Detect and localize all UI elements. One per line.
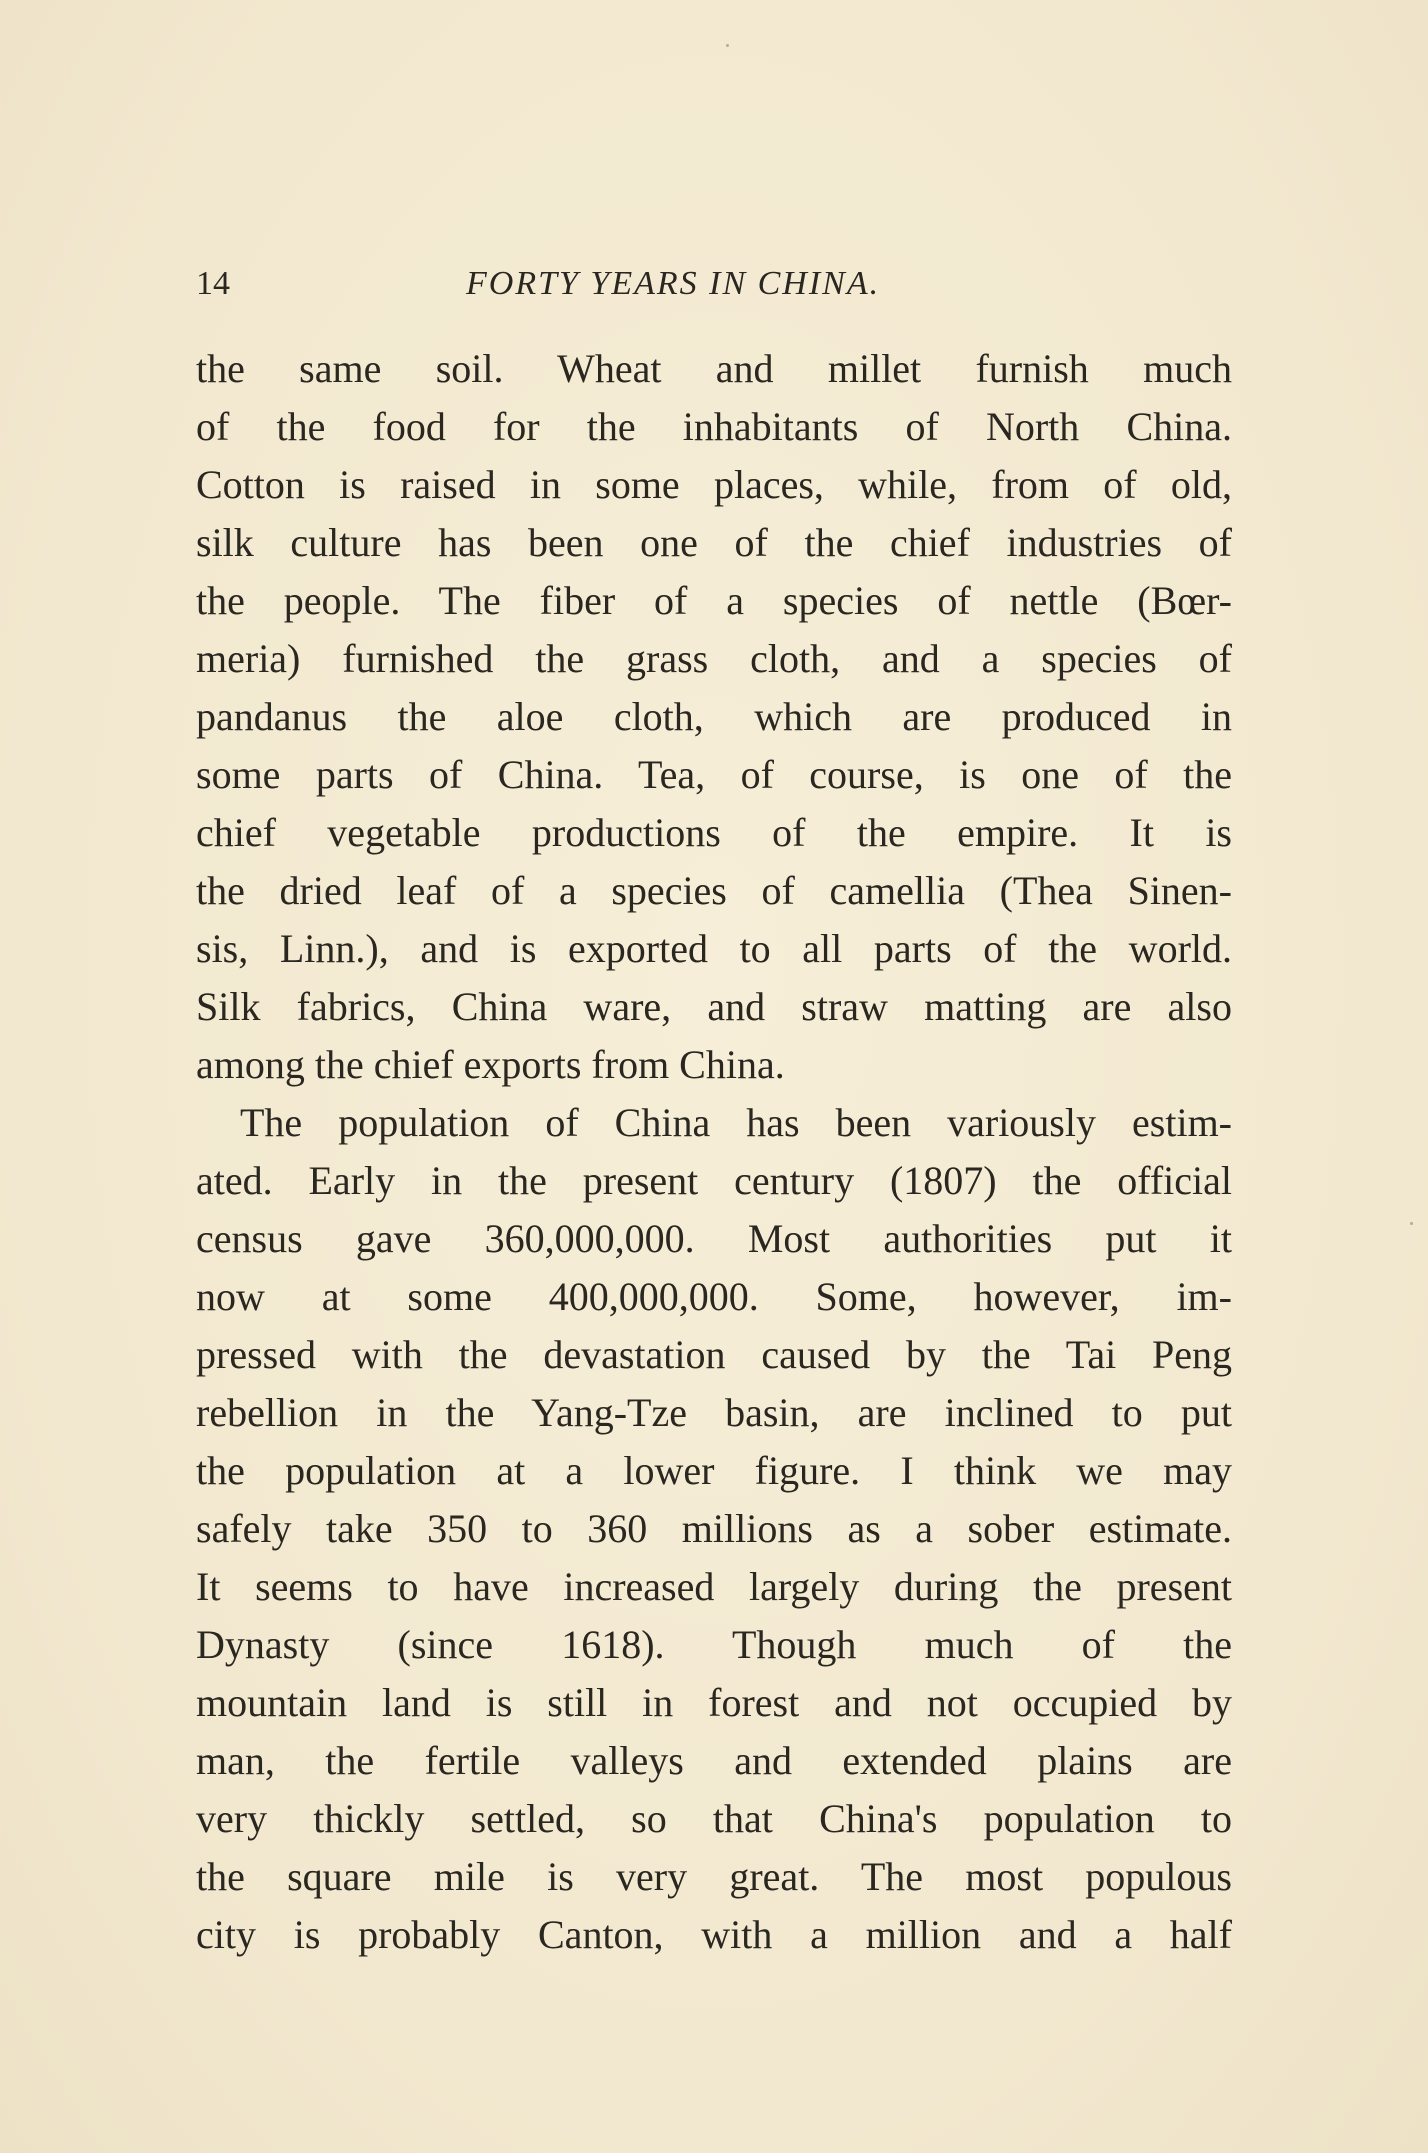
text-line: pressed with the devastation caused by the Tai Peng bbox=[196, 1332, 1232, 1377]
text-line: the population at a lower figure. I think we may bbox=[196, 1448, 1232, 1493]
text-line: safely take 350 to 360 millions as a sober estimate. bbox=[196, 1506, 1232, 1551]
text-line: Cotton is raised in some places, while, from of old, bbox=[196, 462, 1232, 507]
text-line: rebellion in the Yang-Tze basin, are inclined to put bbox=[196, 1390, 1232, 1435]
text-line: now at some 400,000,000. Some, however, im- bbox=[196, 1274, 1232, 1319]
text-line: census gave 360,000,000. Most authorities put it bbox=[196, 1216, 1232, 1261]
text-line: the people. The fiber of a species of nettle (Bœr- bbox=[196, 578, 1232, 623]
text-line: Dynasty (since 1618). Though much of the bbox=[196, 1622, 1232, 1667]
paragraph-2 bbox=[196, 1094, 1232, 1964]
page-number: 14 bbox=[196, 265, 230, 302]
text-line: the same soil. Wheat and millet furnish much bbox=[196, 346, 1232, 391]
text-line: meria) furnished the grass cloth, and a species of bbox=[196, 636, 1232, 681]
text-line: city is probably Canton, with a million and a half bbox=[196, 1912, 1232, 1957]
text-line: sis, Linn.), and is exported to all parts of the world. bbox=[196, 926, 1232, 971]
text-line: among the chief exports from China. bbox=[196, 1042, 785, 1087]
text-line: ated. Early in the present century (1807) the official bbox=[196, 1158, 1232, 1203]
text-line: very thickly settled, so that China's population to bbox=[196, 1796, 1232, 1841]
text-line: mountain land is still in forest and not occupied by bbox=[196, 1680, 1232, 1725]
paper-speck bbox=[726, 44, 729, 47]
text-line: Silk fabrics, China ware, and straw matting are also bbox=[196, 984, 1232, 1029]
running-title: FORTY YEARS IN CHINA. bbox=[466, 265, 881, 302]
text-line: silk culture has been one of the chief industries of bbox=[196, 520, 1232, 565]
text-line: the dried leaf of a species of camellia (Thea Sinen- bbox=[196, 868, 1232, 913]
text-line: The population of China has been variously estim- bbox=[240, 1100, 1232, 1145]
running-head bbox=[196, 262, 956, 306]
text-line: some parts of China. Tea, of course, is one of the bbox=[196, 752, 1232, 797]
text-line: of the food for the inhabitants of North China. bbox=[196, 404, 1232, 449]
text-line: pandanus the aloe cloth, which are produced in bbox=[196, 694, 1232, 739]
body-text bbox=[196, 340, 1232, 1964]
text-line: It seems to have increased largely during the present bbox=[196, 1564, 1232, 1609]
paper-speck bbox=[1410, 1222, 1413, 1225]
text-line: the square mile is very great. The most populous bbox=[196, 1854, 1232, 1899]
text-line: chief vegetable productions of the empire. It is bbox=[196, 810, 1232, 855]
paragraph-1 bbox=[196, 340, 1232, 1094]
text-line: man, the fertile valleys and extended plains are bbox=[196, 1738, 1232, 1783]
